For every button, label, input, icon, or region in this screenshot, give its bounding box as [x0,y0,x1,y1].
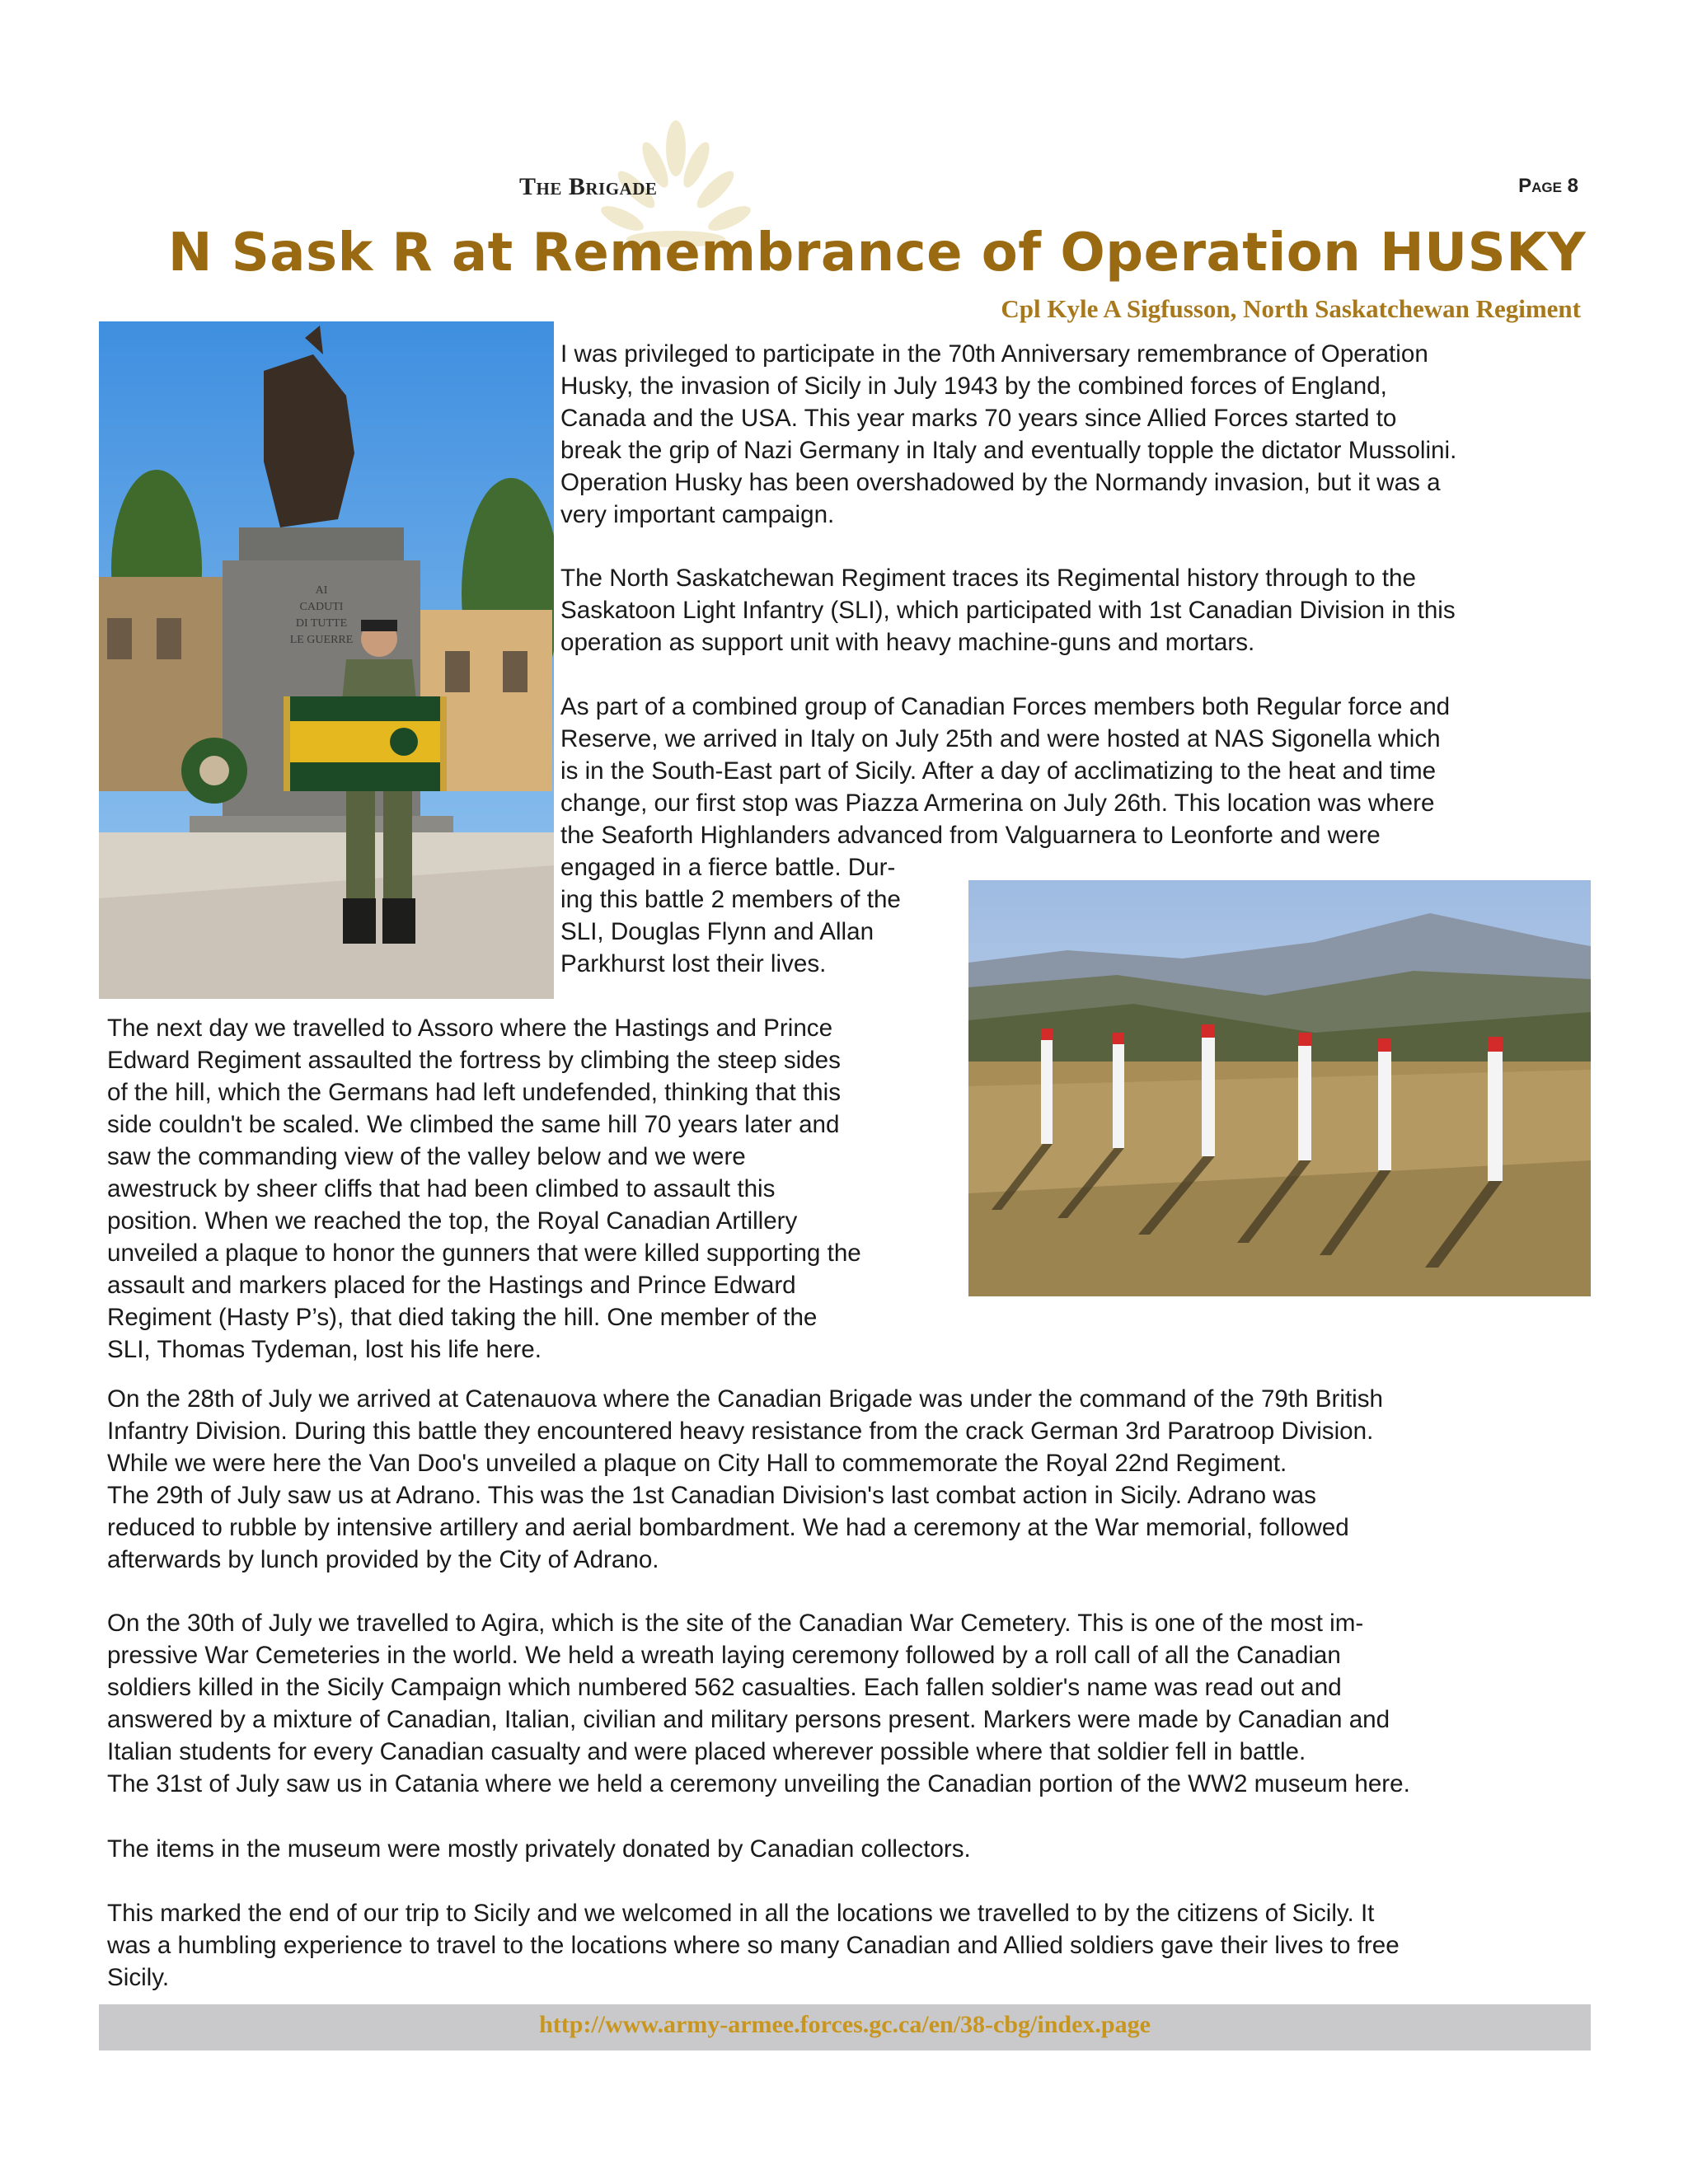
text-line: The next day we travelled to Assoro where the Hastings and Prince [107,1015,833,1042]
text-line: assault and markers placed for the Hastings and Prince Edward [107,1272,796,1299]
newsletter-title: The Brigade [519,173,658,200]
text-line: The 31st of July saw us in Catania where we held a ceremony unveiling the Canadian portion of the WW2 museum here. [107,1770,1410,1797]
text-line: was a humbling experience to travel to the locations where so many Canadian and Allied soldiers gave their lives to free [107,1932,1400,1959]
text-line: This marked the end of our trip to Sicily and we welcomed in all the locations we travelled to by the citizens of Sicily. It [107,1900,1375,1927]
text-line: I was privileged to participate in the 70th Anniversary remembrance of Operation [560,340,1428,368]
text-line: saw the commanding view of the valley below and we were [107,1143,746,1170]
text-line: SLI, Thomas Tydeman, lost his life here. [107,1336,542,1363]
text-line: Infantry Division. During this battle they encountered heavy resistance from the crack German 3rd Paratroop Division. [107,1418,1374,1445]
text-line: the Seaforth Highlanders advanced from Valguarnera to Leonforte and were [560,822,1381,849]
inscription-line: CADUTI [299,601,344,613]
text-line: very important campaign. [560,501,835,528]
paragraph-intro [560,338,1599,531]
text-line: While we were here the Van Doo's unveiled a plaque on City Hall to commemorate the Royal 22nd Regiment. [107,1450,1287,1477]
text-line: Operation Husky has been overshadowed by the Normandy invasion, but it was a [560,469,1441,496]
article-byline: Cpl Kyle A Sigfusson, North Saskatchewan Regiment [1001,294,1581,323]
text-line: is in the South-East part of Sicily. After a day of acclimatizing to the heat and time [560,757,1437,785]
paragraph-assoro [107,1012,964,1366]
article-title: N Sask R at Remembrance of Operation HUSKY [167,223,1587,284]
text-line: of the hill, which the Germans had left undefended, thinking that this [107,1079,842,1106]
text-line: answered by a mixture of Canadian, Italian, civilian and military persons present. Markers were made by Canadian and [107,1706,1390,1733]
text-line: afterwards by lunch provided by the City of Adrano. [107,1546,659,1573]
text-line: side couldn't be scaled. We climbed the same hill 70 years later and [107,1111,840,1138]
text-line: position. When we reached the top, the Royal Canadian Artillery [107,1207,798,1235]
text-line: The 29th of July saw us at Adrano. This was the 1st Canadian Division's last combat action in Sicily. Adrano was [107,1482,1316,1509]
text-line: break the grip of Nazi Germany in Italy and eventually topple the dictator Mussolini. [560,437,1457,464]
text-line: On the 28th of July we arrived at Catenauova where the Canadian Brigade was under the command of the 79th British [107,1385,1384,1413]
text-line: reduced to rubble by intensive artillery and aerial bombardment. We had a ceremony at the War memorial, followed [107,1514,1349,1541]
text-line: Edward Regiment assaulted the fortress by climbing the steep sides [107,1047,841,1074]
text-line: Parkhurst lost their lives. [560,950,827,977]
paragraph-catenauova-adrano [107,1383,1591,1576]
text-line: engaged in a fierce battle. Dur- [560,854,896,881]
text-line: Husky, the invasion of Sicily in July 1943 by the combined forces of England, [560,373,1387,400]
paragraph-agira-catania [107,1607,1591,1800]
inscription-line: AI [315,584,328,597]
text-line: Italian students for every Canadian casualty and were placed wherever possible where that soldier fell in battle. [107,1738,1306,1765]
text-line: On the 30th of July we travelled to Agira, which is the site of the Canadian War Cemetery. This is one of the most im- [107,1610,1364,1637]
text-line: SLI, Douglas Flynn and Allan [560,918,874,945]
text-line: pressive War Cemeteries in the world. We held a wreath laying ceremony followed by a roll call of all the Canadian [107,1642,1341,1669]
paragraph-museum [107,1833,1591,1865]
text-line: Saskatoon Light Infantry (SLI), which participated with 1st Canadian Division in this [560,597,1456,624]
inscription-line: LE GUERRE [289,634,354,646]
text-line: Reserve, we arrived in Italy on July 25th and were hosted at NAS Sigonella which [560,725,1441,752]
footer-url-link[interactable]: http://www.army-armee.forces.gc.ca/en/38-cbg/index.page [539,2011,1151,2038]
paragraph-conclusion [107,1897,1591,1994]
text-line: Sicily. [107,1964,170,1991]
text-line: Canada and the USA. This year marks 70 years since Allied Forces started to [560,405,1397,432]
text-line: operation as support unit with heavy machine-guns and mortars. [560,629,1255,656]
text-line: unveiled a plaque to honor the gunners that were killed supporting the [107,1240,861,1267]
text-line: awestruck by sheer cliffs that had been climbed to assault this [107,1175,776,1202]
text-line: change, our first stop was Piazza Armerina on July 26th. This location was where [560,790,1435,817]
text-line: soldiers killed in the Sicily Campaign which numbered 562 casualties. Each fallen soldier's name was read out and [107,1674,1342,1701]
paragraph-arrival [560,691,1599,980]
text-line: ing this battle 2 members of the [560,886,901,913]
text-line: The items in the museum were mostly privately donated by Canadian collectors. [107,1835,971,1863]
inscription-line: DI TUTTE [295,617,348,630]
text-line: Regiment (Hasty P’s), that died taking the hill. One member of the [107,1304,818,1331]
footer-bar [99,2004,1591,2050]
page-number: Page 8 [1518,175,1578,197]
paragraph-regiment-history [560,562,1599,658]
text-line: As part of a combined group of Canadian Forces members both Regular force and [560,693,1451,720]
text-line: The North Saskatchewan Regiment traces its Regimental history through to the [560,565,1416,592]
photo-soldier-monument [99,321,554,999]
